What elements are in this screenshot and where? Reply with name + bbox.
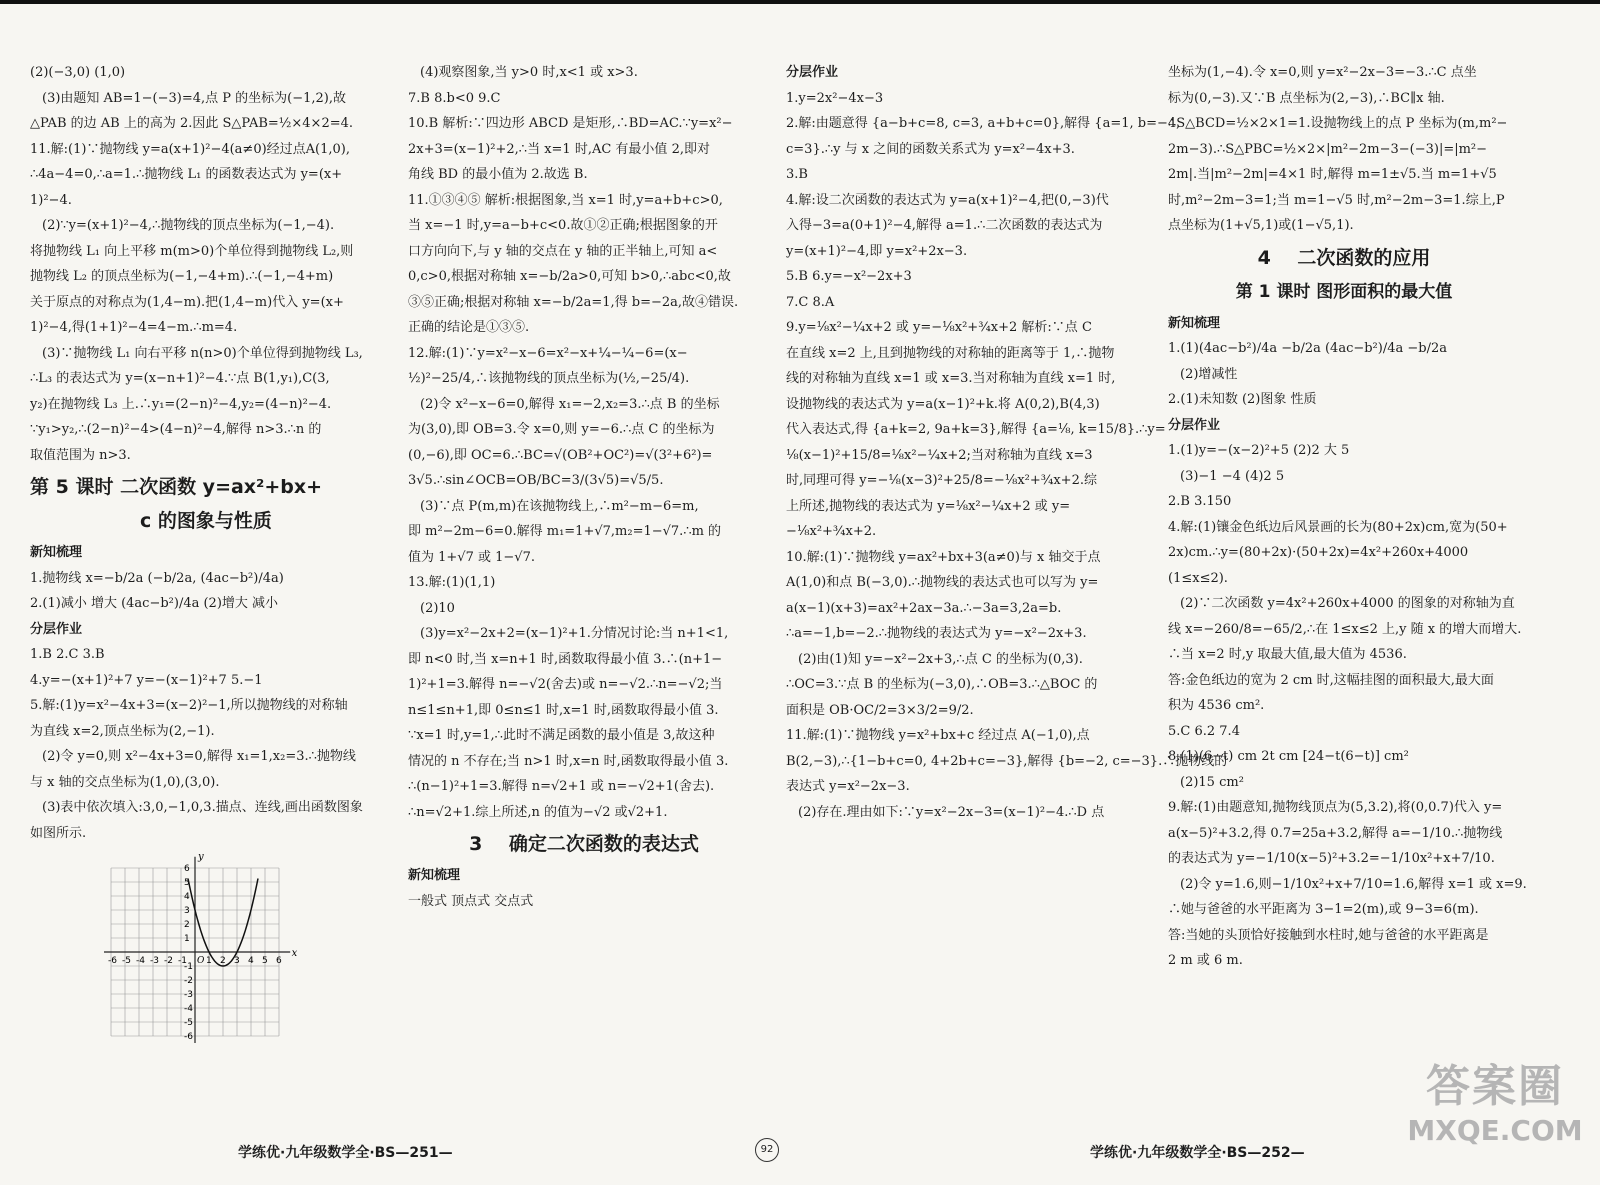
text-line: (4)观察图象,当 y>0 时,x<1 或 x>3.	[420, 65, 638, 80]
text-line: 2.B 3.150	[1168, 494, 1232, 509]
section-number: 3	[469, 833, 483, 855]
column-4-text-2	[1168, 311, 1527, 974]
text-line: 口方向向下,与 y 轴的交点在 y 轴的正半轴上,可知 a<	[408, 243, 718, 259]
text-line: 入得−3=a(0+1)²−4,解得 a=1.∴二次函数的表达式为	[786, 218, 1103, 233]
text-line: 1.抛物线 x=−b/2a (−b/2a, (4ac−b²)/4a)	[30, 570, 284, 586]
x-tick-label: 2	[220, 956, 226, 966]
text-line: 在直线 x=2 上,且到抛物线的对称轴的距离等于 1,∴抛物	[786, 345, 1115, 361]
lesson-subheading: 第 1 课时 图形面积的最大值	[1235, 281, 1453, 302]
y-tick-label: -2	[184, 976, 193, 986]
y-tick-label: 2	[184, 920, 190, 930]
text-line: 2.(1)减小 增大 (4ac−b²)/4a (2)增大 减小	[30, 596, 279, 611]
text-line: 7.C 8.A	[786, 294, 835, 310]
text-line: 9.解:(1)由题意知,抛物线顶点为(5,3.2),将(0,0.7)代入 y=	[1168, 800, 1503, 815]
text-line: 即 n<0 时,当 x=n+1 时,函数取得最小值 3.∴(n+1−	[408, 651, 723, 667]
text-line: A(1,0)和点 B(−3,0).∴抛物线的表达式也可以写为 y=	[786, 575, 1099, 590]
text-line: (3)由题知 AB=1−(−3)=4,点 P 的坐标为(−1,2),故	[42, 90, 347, 106]
text-line: ∴4a−4=0,∴a=1.∴抛物线 L₁ 的函数表达式为 y=(x+	[30, 167, 343, 182]
text-line: 新知梳理	[408, 868, 461, 883]
text-line: 关于原点的对称点为(1,4−m).把(1,4−m)代入 y=(x+	[30, 294, 344, 310]
x-tick-label: 3	[234, 956, 240, 966]
text-line: ∴OC=3.∵点 B 的坐标为(−3,0),∴OB=3.∴△BOC 的	[786, 677, 1098, 692]
lesson-heading-line2: c 的图象与性质	[140, 510, 272, 532]
column-2-text-2	[408, 863, 760, 914]
text-line: 2m−3).∴S△PBC=½×2×|m²−2m−3−(−3)|=|m²−	[1168, 141, 1488, 157]
text-line: (2)令 x²−x−6=0,解得 x₁=−2,x₂=3.∴点 B 的坐标	[420, 396, 720, 412]
text-line: 答:金色纸边的宽为 2 cm 时,这幅挂图的面积最大,最大面	[1168, 672, 1494, 688]
text-line: y₂)在抛物线 L₃ 上.∴y₁=(2−n)²−4,y₂=(4−n)²−4.	[30, 396, 332, 412]
text-line: 0,c>0,根据对称轴 x=−b/2a>0,可知 b>0,∴abc<0,故	[408, 269, 731, 284]
text-line: 代入表达式,得 {a+k=2, 9a+k=3},解得 {a=⅛, k=15/8}.∴y=	[786, 422, 1166, 437]
text-line: 情况的 n 不存在;当 n>1 时,x=n 时,函数取得最小值 3.	[408, 753, 729, 769]
origin-label: O	[197, 956, 205, 966]
section-title: 确定二次函数的表达式	[508, 833, 699, 855]
top-border	[0, 0, 1600, 4]
text-line: 11.①③④⑤ 解析:根据图象,当 x=1 时,y=a+b+c>0,	[408, 192, 723, 208]
text-line: 5.B 6.y=−x²−2x+3	[786, 269, 912, 284]
text-line: (2)令 y=0,则 x²−4x+3=0,解得 x₁=1,x₂=3.∴抛物线	[42, 749, 356, 764]
y-tick-label: 4	[184, 892, 190, 902]
text-line: 新知梳理	[1168, 315, 1221, 331]
text-line: 4.y=−(x+1)²+7 y=−(x−1)²+7 5.−1	[30, 672, 263, 688]
text-line: 即 m²−2m−6=0.解得 m₁=1+√7,m₂=1−√7.∴m 的	[408, 524, 722, 539]
text-line: (2)存在.理由如下:∵y=x²−2x−3=(x−1)²−4.∴D 点	[798, 804, 1105, 820]
text-line: 11.解:(1)∵抛物线 y=a(x+1)²−4(a≠0)经过点A(1,0),	[30, 141, 350, 157]
watermark-bottom: MXQE.COM	[1407, 1114, 1583, 1147]
text-line: (2)10	[420, 600, 455, 616]
text-line: ∴n=√2+1.综上所述,n 的值为−√2 或√2+1.	[408, 804, 668, 820]
x-tick-label: -4	[136, 956, 145, 966]
text-line: n≤1≤n+1,即 0≤n≤1 时,x=1 时,函数取得最小值 3.	[408, 702, 719, 718]
x-tick-label: -6	[108, 956, 117, 966]
text-line: 设抛物线的表达式为 y=a(x−1)²+k.将 A(0,2),B(4,3)	[786, 396, 1100, 412]
text-line: 取值范围为 n>3.	[30, 447, 131, 463]
text-line: (3)表中依次填入:3,0,−1,0,3.描点、连线,画出函数图象	[42, 800, 363, 815]
column-4	[1168, 60, 1527, 974]
text-line: B(2,−3),∴{1−b+c=0, 4+2b+c=−3},解得 {b=−2, c=−3}.∴抛物线的	[786, 753, 1228, 769]
text-line: 将抛物线 L₁ 向上平移 m(m>0)个单位得到抛物线 L₂,则	[30, 243, 354, 259]
text-line: 1.(1)(4ac−b²)/4a −b/2a (4ac−b²)/4a −b/2a	[1168, 341, 1447, 356]
text-line: 上所述,抛物线的表达式为 y=⅛x²−¼x+2 或 y=	[786, 498, 1071, 514]
column-1-text	[30, 60, 382, 468]
function-graph	[30, 846, 382, 1062]
x-tick-label: -3	[150, 956, 159, 966]
text-line: ⅛(x−1)²+15/8=⅛x²−¼x+2;当对称轴为直线 x=3	[786, 447, 1093, 463]
text-line: ∴(n−1)²+1=3.解得 n=√2+1 或 n=−√2+1(舍去).	[408, 779, 715, 794]
text-line: ½)²−25/4,∴该抛物线的顶点坐标为(½,−25/4).	[408, 371, 690, 386]
footer-right: 学练优·九年级数学全·BS—252—	[1090, 1145, 1305, 1161]
column-1	[30, 60, 382, 1062]
y-tick-label: -5	[184, 1018, 193, 1028]
text-line: 分层作业	[30, 621, 83, 637]
text-line: 3√5.∴sin∠OCB=OB/BC=3/(3√5)=√5/5.	[408, 473, 664, 488]
text-line: ∴a=−1,b=−2.∴抛物线的表达式为 y=−x²−2x+3.	[786, 626, 1087, 641]
y-tick-label: -6	[184, 1032, 193, 1042]
text-line: (3)−1 −4 (4)2 5	[1180, 468, 1285, 484]
y-tick-label: -3	[184, 990, 193, 1000]
column-4-text	[1168, 60, 1520, 239]
text-line: (3)∵抛物线 L₁ 向右平移 n(n>0)个单位得到抛物线 L₃,	[42, 345, 363, 361]
text-line: 答:当她的头顶恰好接触到水柱时,她与爸爸的水平距离是	[1168, 927, 1489, 943]
text-line: 4.解:设二次函数的表达式为 y=a(x+1)²−4,把(0,−3)代	[786, 192, 1109, 208]
text-line: 坐标为(1,−4).令 x=0,则 y=x²−2x−3=−3.∴C 点坐	[1168, 65, 1477, 80]
y-tick-label: 1	[184, 934, 190, 944]
section-heading	[408, 829, 760, 859]
text-line: 2.解:由题意得 {a−b+c=8, c=3, a+b+c=0},解得 {a=1, b=−4,	[786, 116, 1181, 131]
x-tick-label: 5	[262, 956, 268, 966]
text-line: 8.(1)(6−t) cm 2t cm [24−t(6−t)] cm²	[1168, 749, 1409, 764]
x-tick-label: -5	[122, 956, 131, 966]
text-line: 标为(0,−3).又∵B 点坐标为(2,−3),∴BC∥x 轴.	[1168, 90, 1445, 106]
text-line: ∴L₃ 的表达式为 y=(x−n+1)²−4.∵点 B(1,y₁),C(3,	[30, 371, 330, 386]
text-line: (2)∵y=(x+1)²−4,∴抛物线的顶点坐标为(−1,−4).	[42, 218, 335, 233]
text-line: 抛物线 L₂ 的顶点坐标为(−1,−4+m).∴(−1,−4+m)	[30, 269, 334, 284]
x-tick-label: 1	[206, 956, 212, 966]
text-line: 正确的结论是①③⑤.	[408, 320, 530, 335]
text-line: ∴S△BCD=½×2×1=1.设抛物线上的点 P 坐标为(m,m²−	[1168, 116, 1508, 131]
x-tick-label: -1	[178, 956, 187, 966]
page-number-icon: 92	[755, 1138, 779, 1162]
text-line: 新知梳理	[30, 545, 83, 560]
text-line: 表达式 y=x²−2x−3.	[786, 779, 910, 794]
text-line: a(x−1)(x+3)=ax²+2ax−3a.∴−3a=3,2a=b.	[786, 600, 1062, 616]
text-line: 值为 1+√7 或 1−√7.	[408, 549, 535, 565]
text-line: 3.B	[786, 167, 808, 182]
text-line: 线的对称轴为直线 x=1 或 x=3.当对称轴为直线 x=1 时,	[786, 371, 1116, 386]
parabola-graph-svg	[90, 852, 300, 1052]
text-line: 1.(1)y=−(x−2)²+5 (2)2 大 5	[1168, 443, 1350, 458]
text-line: 9.y=⅛x²−¼x+2 或 y=−⅛x²+¾x+2 解析:∵点 C	[786, 320, 1092, 335]
text-line: (3)y=x²−2x+2=(x−1)²+1.分情况讨论:当 n+1<1,	[420, 626, 729, 641]
text-line: ∴当 x=2 时,y 取最大值,最大值为 4536.	[1168, 647, 1407, 662]
column-2	[408, 60, 760, 914]
text-line: (3)∵点 P(m,m)在该抛物线上,∴m²−m−6=m,	[420, 498, 699, 514]
text-line: 为直线 x=2,顶点坐标为(2,−1).	[30, 723, 215, 739]
x-tick-label: -2	[164, 956, 173, 966]
text-line: 为(3,0),即 OB=3.令 x=0,则 y=−6.∴点 C 的坐标为	[408, 422, 715, 437]
text-line: ∵x=1 时,y=1,∴此时不满足函数的最小值是 3,故这种	[408, 728, 715, 743]
text-line: 与 x 轴的交点坐标为(1,0),(3,0).	[30, 774, 220, 790]
column-1-text-2	[30, 540, 382, 846]
text-line: 分层作业	[1168, 417, 1221, 433]
text-line: 线 x=−260/8=−65/2,∴在 1≤x≤2 上,y 随 x 的增大而增大.	[1168, 621, 1522, 637]
text-line: ∵y₁>y₂,∴(2−n)²−4>(4−n)²−4,解得 n>3.∴n 的	[30, 422, 322, 437]
text-line: 如图所示.	[30, 825, 87, 841]
text-line: y=(x+1)²−4,即 y=x²+2x−3.	[786, 243, 968, 259]
text-line: 2x)cm.∴y=(80+2x)·(50+2x)=4x²+260x+4000	[1168, 545, 1469, 560]
text-line: 当 x=−1 时,y=a−b+c<0.故①②正确;根据图象的开	[408, 218, 718, 233]
y-tick-label: 6	[184, 864, 190, 874]
text-line: 积为 4536 cm².	[1168, 698, 1265, 713]
section-title: 二次函数的应用	[1297, 246, 1431, 269]
x-axis-label: x	[291, 948, 298, 959]
text-line: 10.解:(1)∵抛物线 y=ax²+bx+3(a≠0)与 x 轴交于点	[786, 549, 1101, 565]
watermark-top: 答案圈	[1426, 1061, 1564, 1112]
y-axis-label: y	[198, 851, 204, 863]
text-line: 1.B 2.C 3.B	[30, 647, 105, 662]
text-line: 12.解:(1)∵y=x²−x−6=x²−x+¼−¼−6=(x−	[408, 345, 688, 361]
text-line: 面积是 OB·OC/2=3×3/2=9/2.	[786, 702, 974, 718]
y-tick-label: -1	[184, 962, 193, 972]
text-line: 1)²+1=3.解得 n=−√2(舍去)或 n=−√2.∴n=−√2;当	[408, 677, 723, 692]
text-line: 5.解:(1)y=x²−4x+3=(x−2)²−1,所以抛物线的对称轴	[30, 698, 348, 713]
y-tick-label: 5	[184, 878, 190, 888]
text-line: 角线 BD 的最小值为 2.故选 B.	[408, 167, 588, 182]
y-tick-label: -4	[184, 1004, 193, 1014]
text-line: 4.解:(1)镶金色纸边后风景画的长为(80+2x)cm,宽为(50+	[1168, 519, 1508, 535]
text-line: (0,−6),即 OC=6.∴BC=√(OB²+OC²)=√(3²+6²)=	[408, 447, 713, 463]
text-line: 一般式 顶点式 交点式	[408, 893, 534, 909]
text-line: 5.C 6.2 7.4	[1168, 723, 1240, 739]
watermark-logo	[1400, 1060, 1590, 1170]
x-tick-label: 6	[276, 956, 282, 966]
text-line: 点坐标为(1+√5,1)或(1−√5,1).	[1168, 218, 1354, 233]
text-line: 13.解:(1)(1,1)	[408, 575, 496, 590]
text-line: (2)(−3,0) (1,0)	[30, 65, 126, 80]
text-line: −⅛x²+¾x+2.	[786, 524, 877, 539]
text-line: 的表达式为 y=−1/10(x−5)²+3.2=−1/10x²+x+7/10.	[1168, 851, 1495, 866]
column-2-text	[408, 60, 760, 825]
section-heading	[1168, 243, 1520, 273]
text-line: 7.B 8.b<0 9.C	[408, 90, 501, 106]
text-line: 时,m²−2m−3=1;当 m=1−√5 时,m²−2m−3=1.综上,P	[1168, 192, 1505, 208]
text-line: 2.(1)未知数 (2)图象 性质	[1168, 392, 1317, 407]
text-line: a(x−5)²+3.2,得 0.7=25a+3.2,解得 a=−1/10.∴抛物线	[1168, 825, 1503, 841]
text-line: ∴她与爸爸的水平距离为 3−1=2(m),或 9−3=6(m).	[1168, 902, 1479, 917]
text-line: (2)令 y=1.6,则−1/10x²+x+7/10=1.6,解得 x=1 或 x=9.	[1180, 876, 1527, 892]
text-line: 分层作业	[786, 65, 839, 80]
text-line: (1≤x≤2).	[1168, 570, 1228, 586]
text-line: 1)²−4,得(1+1)²−4=4−m.∴m=4.	[30, 320, 238, 335]
footer-left: 学练优·九年级数学全·BS—251—	[238, 1145, 453, 1161]
text-line: ③⑤正确;根据对称轴 x=−b/2a=1,得 b=−2a,故④错误.	[408, 294, 739, 310]
text-line: △PAB 的边 AB 上的高为 2.因此 S△PAB=½×4×2=4.	[30, 116, 354, 131]
text-line: (2)由(1)知 y=−x²−2x+3,∴点 C 的坐标为(0,3).	[798, 651, 1083, 667]
text-line: (2)∵二次函数 y=4x²+260x+4000 的图象的对称轴为直	[1180, 596, 1515, 611]
text-line: 2 m 或 6 m.	[1168, 953, 1243, 968]
text-line: c=3}.∴y 与 x 之间的函数关系式为 y=x²−4x+3.	[786, 141, 1075, 157]
y-tick-label: 3	[184, 906, 190, 916]
text-line: 2x+3=(x−1)²+2,∴当 x=1 时,AC 有最小值 2,即对	[408, 141, 710, 157]
text-line: (2)增减性	[1180, 366, 1238, 382]
text-line: 1)²−4.	[30, 192, 72, 208]
text-line: 1.y=2x²−4x−3	[786, 90, 884, 106]
x-tick-label: 4	[248, 956, 254, 966]
section-number: 4	[1257, 246, 1271, 269]
text-line: 10.B 解析:∵四边形 ABCD 是矩形,∴BD=AC.∵y=x²−	[408, 116, 733, 131]
text-line: (2)15 cm²	[1180, 774, 1244, 790]
text-line: 11.解:(1)∵抛物线 y=x²+bx+c 经过点 A(−1,0),点	[786, 728, 1090, 743]
text-line: 时,同理可得 y=−⅛(x−3)²+25/8=−⅛x²+¾x+2.综	[786, 473, 1097, 488]
text-line: 2m|.当|m²−2m|=4×1 时,解得 m=1±√5.当 m=1+√5	[1168, 167, 1497, 182]
lesson-heading-line1: 第 5 课时 二次函数 y=ax²+bx+	[30, 476, 323, 498]
